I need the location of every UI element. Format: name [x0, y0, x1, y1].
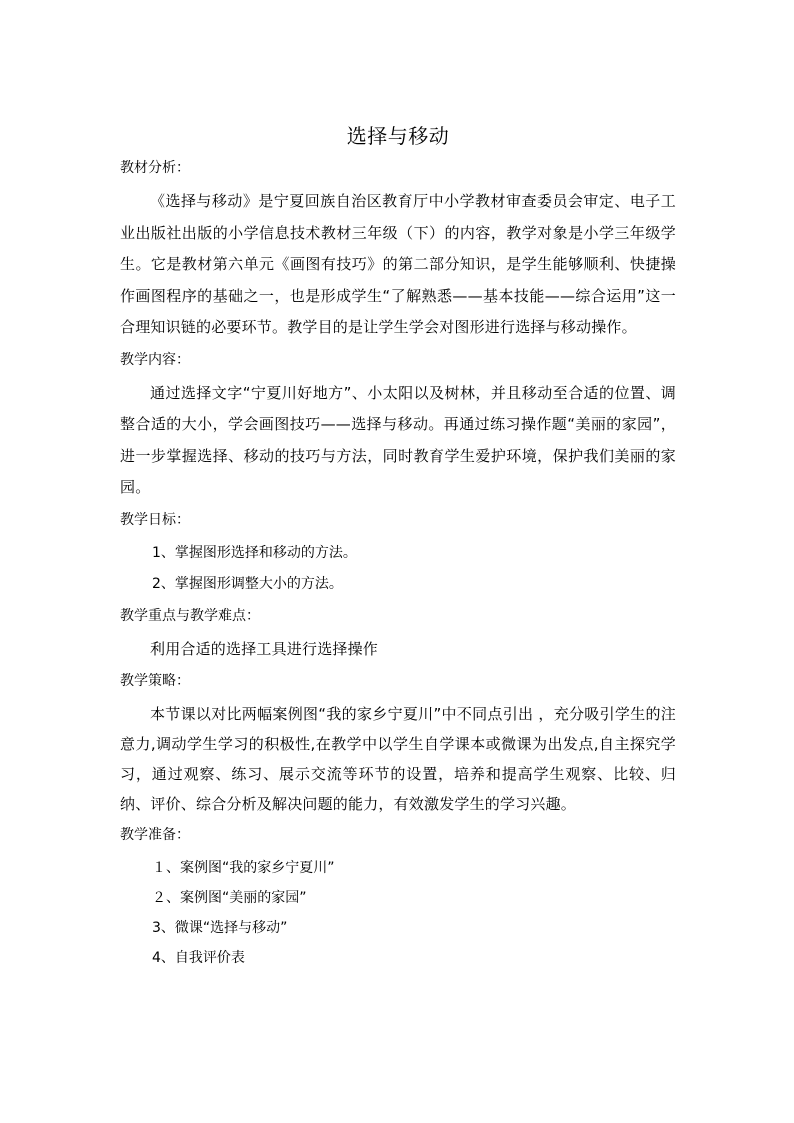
section-teaching-strategy	[120, 669, 676, 819]
document-body	[120, 122, 676, 973]
list-item: 3、微课“选择与移动”	[152, 920, 288, 936]
section-heading-key: 教学重点与教学难点：	[120, 607, 260, 624]
section-paragraph-strategy: 本节课以对比两幅案例图“我的家乡宁夏川”中不同点引出 ，充分吸引学生的注意力,调动学生学习的积极性,在教学中以学生自学课本或微课为出发点,自主探究学习，通过观察、练习、展示交流等环节的设置，培养和提高学生观察、比较、归纳、评价、综合分析及解决问题的能力，有效激发学生的学习兴趣。	[120, 705, 676, 813]
section-heading-strategy: 教学策略：	[120, 673, 190, 689]
document-title: 选择与移动	[346, 124, 450, 148]
section-heading-content: 教学内容：	[120, 351, 190, 368]
section-paragraph-content: 通过选择文字“宁夏川好地方”、小太阳以及树林，并且移动至合适的位置、调整合适的大小，学会画图技巧——选择与移动。再通过练习操作题“美丽的家园”，进一步掌握选择、移动的技巧与方法，同时教育学生爱护环境，保护我们美丽的家园。	[120, 383, 676, 496]
section-teaching-content	[120, 348, 676, 504]
section-teaching-goals	[120, 508, 676, 600]
list-item: 2、掌握图形调整大小的方法。	[152, 575, 343, 592]
section-paragraph-key: 利用合适的选择工具进行选择操作	[150, 639, 379, 658]
section-teaching-preparation	[120, 823, 676, 973]
section-heading-analysis: 教材分析：	[120, 160, 190, 176]
section-heading-prep: 教学准备：	[120, 827, 190, 843]
section-textbook-analysis	[120, 156, 676, 344]
preparation-list	[120, 853, 676, 973]
goals-list	[120, 538, 676, 600]
section-key-points	[120, 604, 676, 666]
section-paragraph-analysis: 《选择与移动》是宁夏回族自治区教育厅中小学教材审查委员会审定、电子工业出版社出版的小学信息技术教材三年级（下）的内容，教学对象是小学三年级学生。它是教材第六单元《画图有技巧》的第二部分知识，是学生能够顺利、快捷操作画图程序的基础之一，也是形成学生“了解熟悉——基本技能——综合运用”这一合理知识链的必要环节。教学目的是让学生学会对图形进行选择与移动操作。	[120, 192, 676, 336]
list-item: 1、掌握图形选择和移动的方法。	[152, 544, 357, 561]
list-item: ２、案例图“美丽的家园”	[152, 890, 307, 906]
list-item: １、案例图“我的家乡宁夏川”	[152, 860, 335, 876]
list-item: 4、自我评价表	[152, 950, 245, 966]
section-heading-goals: 教学日标：	[120, 511, 190, 528]
